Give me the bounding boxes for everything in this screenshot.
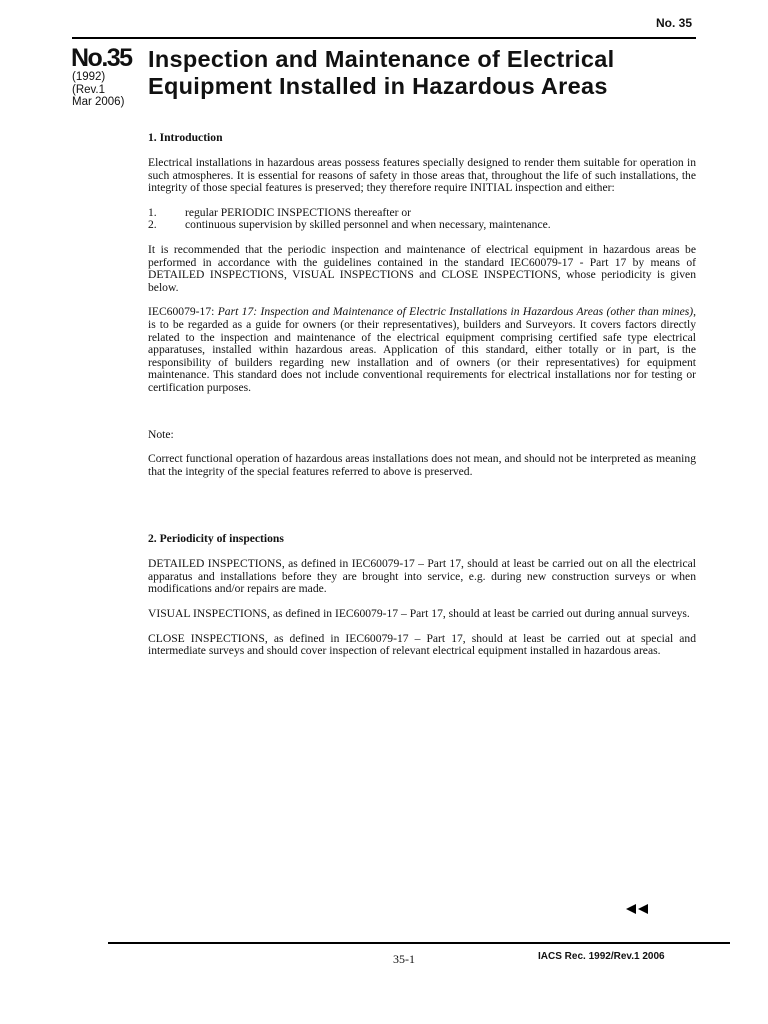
revision-date: Mar 2006) xyxy=(72,96,125,108)
title-line-2: Equipment Installed in Hazardous Areas xyxy=(148,73,608,99)
section-1-paragraph-2: It is recommended that the periodic inspection and maintenance of electrical equipment in hazardous areas be performed in accordance with the guidelines contained in the standard IEC60079-17 - Part 17 by means of DETAILED INSPECTIONS, VISUAL INSPECTIONS and CLOSE INSPECTIONS, whose periodicity is given below. xyxy=(148,242,696,294)
bottom-rule xyxy=(108,942,730,944)
footer-reference: IACS Rec. 1992/Rev.1 2006 xyxy=(538,951,665,962)
list-item xyxy=(148,219,696,232)
document-title xyxy=(148,46,708,100)
revision-rev: (Rev.1 xyxy=(72,83,106,96)
list-item-number: 2. xyxy=(148,218,157,232)
section-1-paragraph-1: Electrical installations in hazardous areas possess features specially designed to render them suitable for operation in such atmospheres. It is essential for reasons of safety in those areas that, throughout the life of such installations, the integrity of those special features is preserved; they therefore require INITIAL inspection and either: xyxy=(148,156,696,195)
revision-info xyxy=(72,71,124,109)
page-tag: No. 35 xyxy=(655,16,692,30)
revision-year: (1992) xyxy=(72,71,106,83)
list-item-number: 1. xyxy=(148,205,157,219)
top-rule xyxy=(72,37,696,39)
inspection-options-list xyxy=(148,207,696,232)
left-arrow-icon xyxy=(638,904,648,914)
section-2-paragraph-1: DETAILED INSPECTIONS, as defined in IEC60079-17 – Part 17, should at least be carried out on all the electrical apparatus and installations before they are brought into service, e.g. during new construction surveys or when modifications and/or repairs are made. xyxy=(148,557,696,596)
double-left-arrow-icon[interactable] xyxy=(626,904,648,914)
standard-description: , is to be regarded as a guide for owners (or their representatives), builders and Surveyors. It covers factors directly related to the inspection and maintenance of the electrical equipment comprising certified safe type electrical apparatuses, installed within hazardous areas. Application of this standard, either totally or in part, is the responsibility of builders regarding new installation and of owners (or their representatives) for equipment maintenance. This standard does not include conventional requirements for electrical installations nor for testing or certification purposes. xyxy=(148,305,696,394)
section-2-paragraph-2: VISUAL INSPECTIONS, as defined in IEC60079-17 – Part 17, should at least be carried out during annual surveys. xyxy=(148,607,690,621)
document-body xyxy=(148,131,696,670)
note-text: Correct functional operation of hazardous areas installations does not mean, and should not be interpreted as meaning that the integrity of the special features referred to above is preserved. xyxy=(148,452,696,478)
section-1-paragraph-3 xyxy=(148,306,696,394)
section-2-heading: 2. Periodicity of inspections xyxy=(148,532,284,546)
doc-number: No.35 xyxy=(71,44,132,72)
section-2-paragraph-3: CLOSE INSPECTIONS, as defined in IEC60079-17 – Part 17, should at least be carried out at special and intermediate surveys and should cover inspection of relevant electrical equipment installed in hazardous areas. xyxy=(148,631,696,658)
standard-reference: IEC60079-17: xyxy=(148,305,218,319)
list-item-text: regular PERIODIC INSPECTIONS thereafter or xyxy=(185,205,412,219)
list-item-text: continuous supervision by skilled personnel and when necessary, maintenance. xyxy=(185,218,551,232)
left-arrow-icon xyxy=(626,904,636,914)
page-number: 35-1 xyxy=(393,952,415,966)
section-1-heading: 1. Introduction xyxy=(148,131,223,144)
title-line-1: Inspection and Maintenance of Electrical xyxy=(148,46,615,72)
note-label: Note: xyxy=(148,427,174,441)
standard-title: Part 17: Inspection and Maintenance of Electric Installations in Hazardous Areas (other than mines) xyxy=(217,305,694,319)
